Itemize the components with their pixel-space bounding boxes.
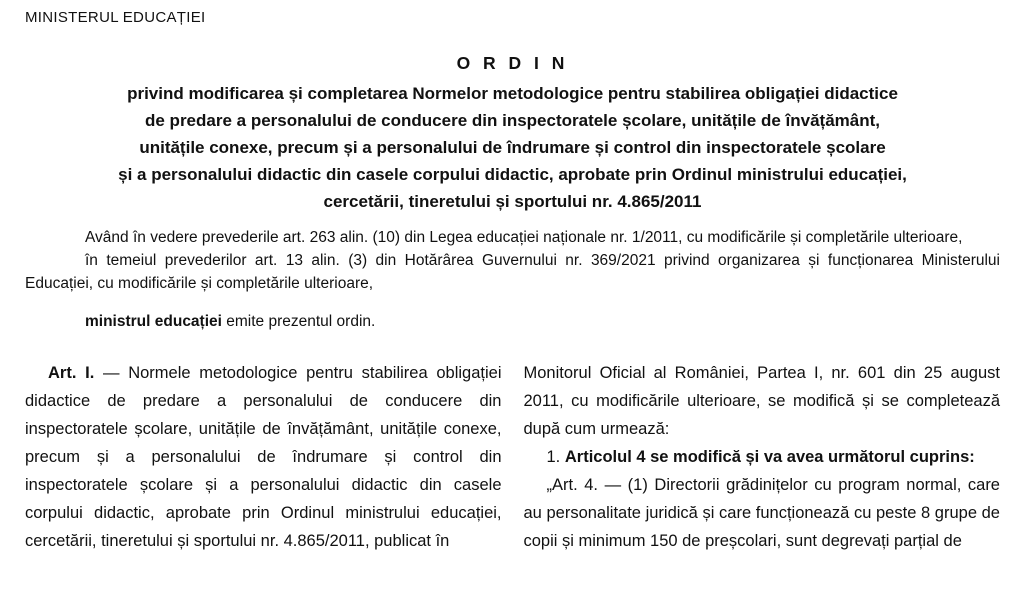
enacting-clause bbox=[25, 310, 1000, 333]
order-subtitle bbox=[25, 80, 1000, 215]
right-column bbox=[524, 359, 1001, 555]
ministry-header: MINISTERUL EDUCAȚIEI bbox=[25, 9, 206, 26]
article-1-label: Art. I. bbox=[48, 364, 95, 382]
quoted-article-4-paragraph: „Art. 4. — (1) Directorii grădinițelor cu program normal, care au personalitate juridică și care funcționează cu peste 8 grupe de copii și minimum 150 de preșcolari, sunt degrevați parțial de bbox=[523, 476, 1000, 550]
two-column-body bbox=[25, 359, 1000, 555]
left-column bbox=[25, 359, 502, 555]
article-1-text: — Normele metodologice pentru stabilirea obligației didactice de predare a personalului de conducere din inspectoratele școlare, unitățile de învățământ, unitățile conexe, precum și a personalului de îndrumare și control din inspectoratele școlare și a personalului didactic din casele corpului didactic, aprobate prin Ordinul ministrului educației, cercetării, tineretului și sportului nr. 4.865/2011, publicat în bbox=[25, 364, 502, 550]
order-subtitle-line: cercetării, tineretului și sportului nr. 4.865/2011 bbox=[323, 192, 702, 211]
enacting-clause-text: emite prezentul ordin. bbox=[221, 313, 376, 330]
article-1-paragraph bbox=[25, 359, 502, 555]
order-subtitle-line: și a personalului didactic din casele corpului didactic, aprobate prin Ordinul ministrului educației, bbox=[118, 165, 907, 184]
order-title: O R D I N bbox=[456, 53, 569, 73]
amendment-item-1 bbox=[524, 443, 1001, 471]
preamble bbox=[25, 226, 1000, 295]
amendment-item-1-title: Articolul 4 se modifică și va avea următorul cuprins: bbox=[564, 448, 975, 466]
order-subtitle-line: unitățile conexe, precum și a personalului de îndrumare și control din inspectoratele școlare bbox=[139, 138, 886, 157]
amendment-item-1-number: 1. bbox=[546, 448, 565, 466]
preamble-paragraph: Având în vedere prevederile art. 263 alin. (10) din Legea educației naționale nr. 1/2011, cu modificările și completările ulterioare, bbox=[85, 229, 963, 246]
preamble-paragraph: în temeiul prevederilor art. 13 alin. (3) din Hotărârea Guvernului nr. 369/2021 privind organizarea și funcționarea Ministerului Educației, cu modificările și completările ulterioare, bbox=[25, 252, 1000, 292]
order-subtitle-line: de predare a personalului de conducere din inspectoratele școlare, unitățile de învățământ, bbox=[145, 111, 880, 130]
order-subtitle-line: privind modificarea și completarea Normelor metodologice pentru stabilirea obligației didactice bbox=[127, 84, 898, 103]
enacting-clause-issuer: ministrul educației bbox=[85, 313, 222, 330]
article-1-continuation: Monitorul Oficial al României, Partea I, nr. 601 din 25 august 2011, cu modificările ulterioare, se modifică și se completează după cum urmează: bbox=[523, 364, 1000, 438]
